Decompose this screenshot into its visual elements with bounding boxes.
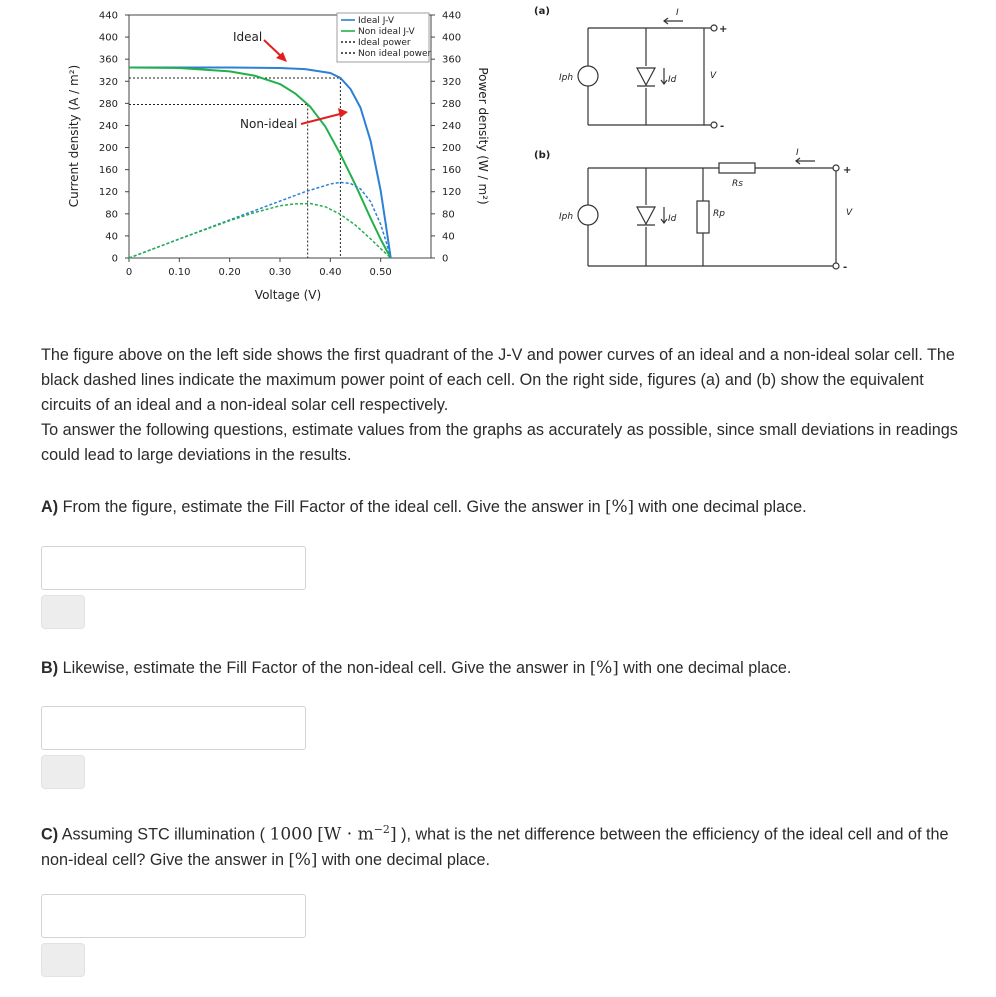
series-ideal-power [129,182,391,258]
x-axis [126,258,392,278]
circuit-a-voltage: V [710,71,717,81]
y-tick-label-right: 120 [442,187,462,199]
y-tick-label-left: 400 [98,32,118,44]
resistor-rp [697,201,709,233]
y-tick-label-left: 160 [98,165,118,177]
answer-c-input[interactable] [41,894,306,938]
y-tick-label-right: 0 [442,253,449,265]
y-tick-label-right: 360 [442,54,462,66]
y-tick-label-left: 280 [98,98,118,110]
question-c: C) Assuming STC illumination ( 1000 $[W \cdot m^{-2}]$ ), what is the net difference between the efficiency of the ideal cell and of the non-ideal cell? Give the answer in [%] with one decimal place. [41,823,949,871]
question-b-unit: % [596,658,613,678]
current-source-b [578,205,598,225]
y-tick-label-left: 40 [105,231,118,243]
diode-a [636,66,667,88]
question-a-text: From the figure, estimate the Fill Factor of the ideal cell. Give the answer in [62,498,601,516]
circuit-b-iph: Iph [559,212,574,222]
y-tick-label-right: 40 [442,231,455,243]
x-tick-label: 0.10 [168,267,191,278]
question-c-text-mid: ), what is the net difference between the efficiency of the ideal cell and of the non-ideal cell? Give the answer in [41,825,949,870]
intro-paragraph [41,343,961,468]
circuit-b-rs: Rs [732,179,743,189]
circuit-b-minus: - [843,262,848,273]
circuit-a-current: I [676,8,679,18]
circuit-b-current: I [796,148,799,158]
circuit-a-iph: Iph [559,73,574,83]
intro-text-2: To answer the following questions, estimate values from the graphs as accurately as possible, since small deviations in readings could lead to large deviations in the results. [41,421,958,464]
legend-label: Ideal power [358,38,411,48]
circuit-b-label: (b) [534,150,551,161]
arrow-nonideal-head [338,108,348,118]
question-a-letter: A) [41,498,59,516]
question-b-text: Likewise, estimate the Fill Factor of the non-ideal cell. Give the answer in [62,659,586,677]
y-tick-label-left: 320 [98,76,118,88]
question-c-text-after: with one decimal place. [321,851,491,870]
question-c-exp: −2 [373,823,390,836]
x-tick-label: 0.40 [319,267,342,278]
y-tick-label-left: 240 [98,120,118,132]
figure [0,0,996,320]
intro-text-1: The figure above on the left side shows the first quadrant of the J-V and power curves of an ideal and a non-ideal solar cell. The black dashed lines indicate the maximum power point of each cell. On the right side, figures (a) and (b) show the equivalent circuits of an ideal and a non-ideal solar cell respectively. [41,346,955,414]
question-c-letter: C) [41,825,59,844]
annotation-nonideal: Non-ideal [240,117,298,131]
y-tick-label-right: 400 [442,32,462,44]
series-non-ideal-power [129,204,391,258]
circuit-b-id: Id [668,214,677,224]
current-source-a [578,66,598,86]
legend-label: Ideal J-V [358,16,394,26]
question-b-letter: B) [41,659,59,677]
circuit-b-plus: + [843,165,852,176]
legend-label: Non ideal power [358,49,432,59]
circuit-b-voltage: V [846,208,853,218]
y-tick-label-left: 200 [98,143,118,155]
x-tick-label: 0.50 [369,267,392,278]
y-tick-label-left: 120 [98,187,118,199]
y-tick-label-right: 280 [442,98,462,110]
y-axis-label-left: Current density (A / m²) [67,64,81,208]
diode-b [636,205,667,227]
question-b: B) Likewise, estimate the Fill Factor of the non-ideal cell. Give the answer in [%] with one decimal place. [41,658,792,678]
check-a-button[interactable] [41,595,85,629]
right-axis [431,11,461,265]
question-a-unit: % [611,497,628,517]
left-axis [99,11,129,265]
question-c-unit: % [294,850,311,871]
question-a-text-after: with one decimal place. [638,498,807,516]
series-non-ideal-j-v [129,67,391,258]
x-tick-label: 0.30 [268,267,292,278]
circuit-a-minus: - [720,121,725,132]
circuit-a-id: Id [668,75,677,85]
question-c-unit-open: [W · m [317,824,374,845]
x-tick-label: 0.20 [218,267,241,278]
question-c-unit-close: ] [389,824,397,845]
question-c-irradiance: 1000 [269,824,313,845]
question-b-text-after: with one decimal place. [623,659,792,677]
answer-b-input[interactable] [41,706,306,750]
y-tick-label-right: 240 [442,120,462,132]
y-tick-label-right: 320 [442,76,462,88]
question-c-text: Assuming STC illumination ( [61,825,266,844]
series-layer [129,67,391,258]
check-b-button[interactable] [41,755,85,789]
x-tick-label: 0 [125,267,133,278]
arrow-nonideal [301,114,340,124]
circuit-a-label: (a) [534,6,550,17]
answer-a-input[interactable] [41,546,306,590]
y-tick-label-right: 200 [442,143,462,155]
y-tick-label-right: 80 [442,209,455,221]
question-a: A) From the figure, estimate the Fill Factor of the ideal cell. Give the answer in [%] with one decimal place. [41,497,807,517]
x-axis-label: Voltage (V) [254,288,322,302]
circuit-a-plus: + [719,24,728,35]
resistor-rs [719,163,755,173]
y-tick-label-left: 440 [98,10,118,22]
circuit-b [578,158,839,269]
annotation-ideal: Ideal [233,30,263,44]
check-c-button[interactable] [41,943,85,977]
y-tick-label-left: 80 [105,209,118,221]
y-tick-label-left: 0 [111,253,118,265]
y-tick-label-right: 160 [442,165,462,177]
y-tick-label-left: 360 [98,54,118,66]
legend-label: Non ideal J-V [358,27,415,37]
circuit-b-rp: Rp [713,209,725,219]
series-ideal-j-v [129,67,391,258]
y-axis-label-right: Power density (W / m²) [476,67,490,205]
y-tick-label-right: 440 [442,10,462,22]
